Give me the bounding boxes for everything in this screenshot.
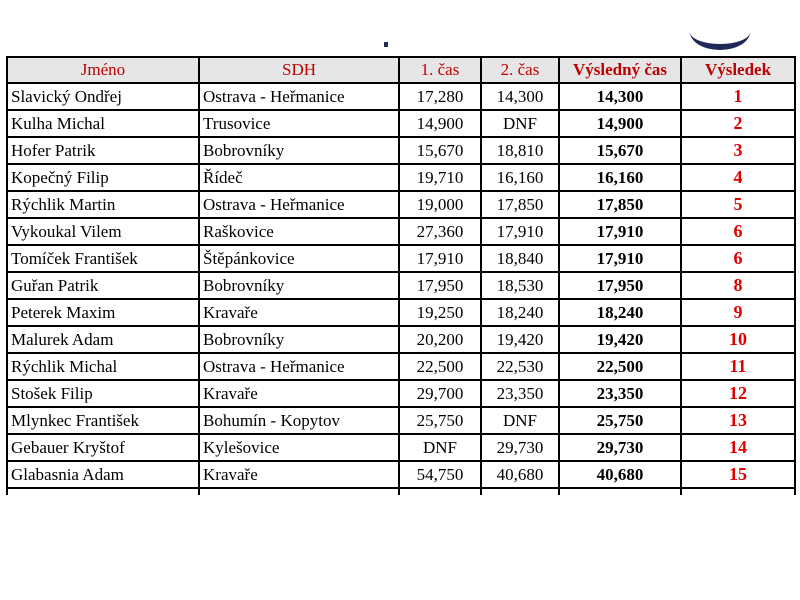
cell-sdh: Řídeč: [199, 164, 399, 191]
cell-final-time: 22,500: [559, 353, 681, 380]
cell-final-time: 19,420: [559, 326, 681, 353]
cell-name: Vykoukal Vilem: [7, 218, 199, 245]
cell-sdh: Bobrovníky: [199, 272, 399, 299]
header-row: [7, 57, 795, 83]
cell-sdh: Kravaře: [199, 380, 399, 407]
empty-cell: [7, 488, 199, 495]
cell-name: Peterek Maxim: [7, 299, 199, 326]
cell-final-time: 18,240: [559, 299, 681, 326]
empty-cell: [681, 488, 795, 495]
cell-final-time: 40,680: [559, 461, 681, 488]
cell-rank: 12: [681, 380, 795, 407]
cell-time2: 18,840: [481, 245, 559, 272]
cell-sdh: Kylešovice: [199, 434, 399, 461]
cell-name: Tomíček František: [7, 245, 199, 272]
cell-rank: 3: [681, 137, 795, 164]
cell-time1: 17,280: [399, 83, 481, 110]
table-row: [7, 272, 795, 299]
table-row: [7, 245, 795, 272]
cell-sdh: Raškovice: [199, 218, 399, 245]
cell-final-time: 14,900: [559, 110, 681, 137]
cell-final-time: 16,160: [559, 164, 681, 191]
empty-cell: [481, 488, 559, 495]
cell-rank: 8: [681, 272, 795, 299]
empty-cell: [199, 488, 399, 495]
cell-name: Kopečný Filip: [7, 164, 199, 191]
table-row: [7, 164, 795, 191]
cell-name: Slavický Ondřej: [7, 83, 199, 110]
cell-sdh: Trusovice: [199, 110, 399, 137]
cell-time2: 18,530: [481, 272, 559, 299]
cell-name: Mlynkec František: [7, 407, 199, 434]
cell-time2: 40,680: [481, 461, 559, 488]
cell-rank: 9: [681, 299, 795, 326]
results-table: [6, 56, 796, 495]
cell-sdh: Štěpánkovice: [199, 245, 399, 272]
table-row: [7, 380, 795, 407]
cell-rank: 5: [681, 191, 795, 218]
header-time1: 1. čas: [399, 57, 481, 83]
cell-sdh: Kravaře: [199, 299, 399, 326]
cell-sdh: Bobrovníky: [199, 137, 399, 164]
cell-time2: 23,350: [481, 380, 559, 407]
cell-time2: 18,240: [481, 299, 559, 326]
cell-rank: 2: [681, 110, 795, 137]
cell-name: Gebauer Kryštof: [7, 434, 199, 461]
table-row: [7, 461, 795, 488]
cell-time1: 19,250: [399, 299, 481, 326]
cell-rank: 1: [681, 83, 795, 110]
table-body: [7, 83, 795, 495]
cell-name: Kulha Michal: [7, 110, 199, 137]
cell-final-time: 17,910: [559, 245, 681, 272]
table-row: [7, 110, 795, 137]
header-name: Jméno: [7, 57, 199, 83]
cell-final-time: 25,750: [559, 407, 681, 434]
cell-name: Hofer Patrik: [7, 137, 199, 164]
cell-name: Rýchlik Martin: [7, 191, 199, 218]
cell-rank: 13: [681, 407, 795, 434]
cell-rank: 14: [681, 434, 795, 461]
cell-time1: 20,200: [399, 326, 481, 353]
table-row: [7, 137, 795, 164]
decorative-dot: [384, 42, 388, 47]
cell-rank: 4: [681, 164, 795, 191]
cell-final-time: 14,300: [559, 83, 681, 110]
cell-rank: 6: [681, 245, 795, 272]
cell-time1: 19,710: [399, 164, 481, 191]
cell-time1: 19,000: [399, 191, 481, 218]
cell-name: Malurek Adam: [7, 326, 199, 353]
cell-sdh: Ostrava - Heřmanice: [199, 83, 399, 110]
cell-final-time: 29,730: [559, 434, 681, 461]
cell-rank: 6: [681, 218, 795, 245]
cell-rank: 11: [681, 353, 795, 380]
cell-time1: 54,750: [399, 461, 481, 488]
header-sdh: SDH: [199, 57, 399, 83]
table-row: [7, 353, 795, 380]
cell-sdh: Kravaře: [199, 461, 399, 488]
cell-time1: DNF: [399, 434, 481, 461]
cell-time2: 17,910: [481, 218, 559, 245]
cell-name: Stošek Filip: [7, 380, 199, 407]
cell-time2: DNF: [481, 407, 559, 434]
cell-sdh: Ostrava - Heřmanice: [199, 353, 399, 380]
cell-sdh: Ostrava - Heřmanice: [199, 191, 399, 218]
cell-final-time: 23,350: [559, 380, 681, 407]
cell-time2: 18,810: [481, 137, 559, 164]
cell-time2: 14,300: [481, 83, 559, 110]
empty-cell: [559, 488, 681, 495]
cell-final-time: 17,910: [559, 218, 681, 245]
table-row: [7, 191, 795, 218]
cell-sdh: Bobrovníky: [199, 326, 399, 353]
cell-time1: 27,360: [399, 218, 481, 245]
header-final-time: Výsledný čas: [559, 57, 681, 83]
table-row: [7, 299, 795, 326]
cell-time1: 17,950: [399, 272, 481, 299]
cell-time1: 25,750: [399, 407, 481, 434]
table-row-partial: [7, 488, 795, 495]
cell-time2: 19,420: [481, 326, 559, 353]
logo-arc-icon: [690, 14, 750, 50]
results-table-container: [6, 56, 794, 495]
table-row: [7, 434, 795, 461]
cell-time1: 17,910: [399, 245, 481, 272]
cell-time2: 16,160: [481, 164, 559, 191]
cell-time1: 15,670: [399, 137, 481, 164]
empty-cell: [399, 488, 481, 495]
table-row: [7, 407, 795, 434]
cell-name: Rýchlik Michal: [7, 353, 199, 380]
table-row: [7, 218, 795, 245]
cell-time1: 22,500: [399, 353, 481, 380]
table-row: [7, 83, 795, 110]
table-header: [7, 57, 795, 83]
table-row: [7, 326, 795, 353]
cell-rank: 15: [681, 461, 795, 488]
cell-time2: 22,530: [481, 353, 559, 380]
cell-name: Glabasnia Adam: [7, 461, 199, 488]
cell-rank: 10: [681, 326, 795, 353]
header-time2: 2. čas: [481, 57, 559, 83]
cell-final-time: 17,950: [559, 272, 681, 299]
header-result: Výsledek: [681, 57, 795, 83]
cell-final-time: 15,670: [559, 137, 681, 164]
cell-time1: 29,700: [399, 380, 481, 407]
cell-time1: 14,900: [399, 110, 481, 137]
cell-name: Guřan Patrik: [7, 272, 199, 299]
cell-time2: DNF: [481, 110, 559, 137]
cell-time2: 29,730: [481, 434, 559, 461]
cell-final-time: 17,850: [559, 191, 681, 218]
cell-time2: 17,850: [481, 191, 559, 218]
cell-sdh: Bohumín - Kopytov: [199, 407, 399, 434]
